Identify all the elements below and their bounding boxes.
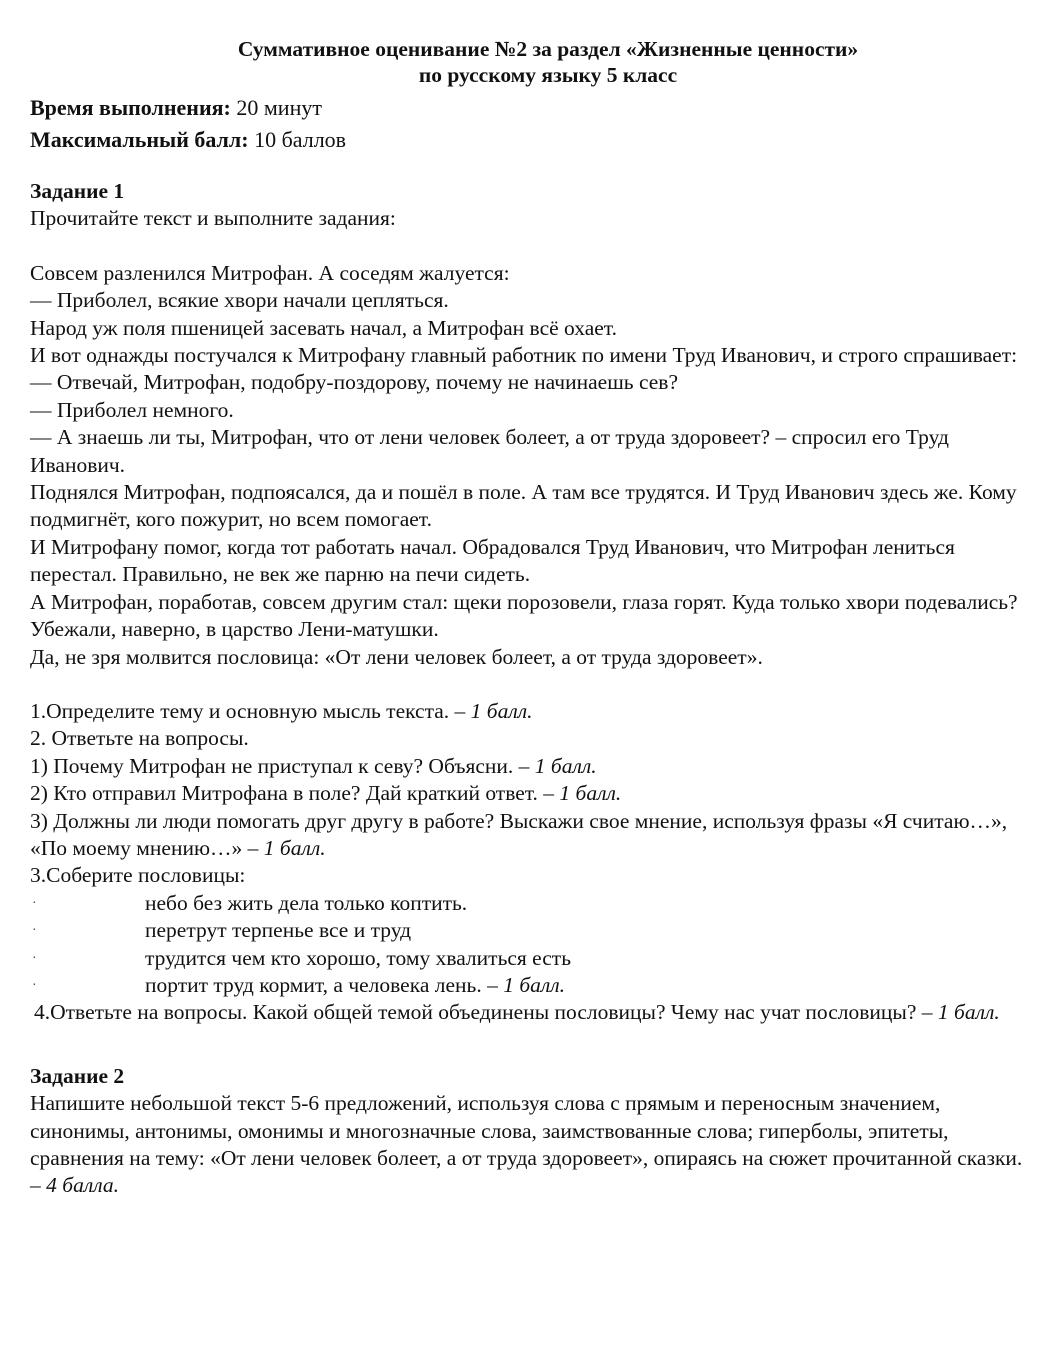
proverb-text: перетрут терпенье все и труд — [145, 918, 412, 943]
question-2-3-text: 3) Должны ли люди помогать друг другу в работе? Выскажи свое мнение, используя фразы «Я считаю…», «По моему мнению…» — [30, 808, 1008, 860]
questions-block — [30, 698, 1026, 1027]
list-item — [30, 945, 1026, 972]
time-row — [30, 92, 1026, 124]
time-label: Время выполнения: — [30, 95, 231, 120]
task2-text — [30, 1090, 1026, 1200]
story-line: Да, не зря молвится пословица: «От лени человек болеет, а от труда здоровеет». — [30, 644, 763, 669]
list-item — [30, 972, 1026, 999]
document-title — [30, 36, 1026, 88]
list-item — [30, 917, 1026, 944]
story-line: Поднялся Митрофан, подпоясался, да и пошёл в поле. А там все трудятся. И Труд Иванович здесь же. Кому подмигнёт, кого пожурит, но всем помогает. — [30, 480, 1017, 532]
question-2-2-score: – 1 балл. — [543, 781, 622, 806]
story-line: Народ уж поля пшеницей засевать начал, а Митрофан всё охает. — [30, 315, 617, 340]
task2-body: Напишите небольшой текст 5-6 предложений, используя слова с прямым и переносным значением, синонимы, антонимы, омонимы и многозначные слова, заимствованные слова; гиперболы, эпитеты, сравнения на тему: «От лени человек болеет, а от труда здоровеет», опираясь на сюжет прочитанной сказки. — [30, 1091, 1023, 1170]
bullet: · — [32, 895, 37, 911]
question-2-1-score: – 1 балл. — [518, 753, 597, 778]
spacer — [30, 671, 1026, 698]
task2-score: – 4 балла. — [30, 1173, 119, 1198]
task1-heading: Задание 1 — [30, 179, 125, 203]
list-item — [30, 890, 1026, 917]
story-line: — Приболел немного. — [30, 397, 234, 422]
question-1 — [30, 698, 1026, 725]
max-score-label: Максимальный балл: — [30, 127, 249, 152]
story-text — [30, 260, 1026, 671]
story-line: И вот однажды постучался к Митрофану главный работник по имени Труд Иванович, и строго спрашивает: — [30, 343, 1018, 368]
bullet: · — [32, 950, 37, 966]
proverb-text: портит труд кормит, а человека лень. — [145, 972, 488, 997]
story-line: И Митрофану помог, когда тот работать начал. Обрадовался Труд Иванович, что Митрофан лениться перестал. Правильно, не век же парню на печи сидеть. — [30, 534, 955, 587]
question-2-1-text: 1) Почему Митрофан не приступал к севу? Объясни. — [30, 753, 519, 778]
task1-instruction: Прочитайте текст и выполните задания: — [30, 206, 396, 231]
assessment-meta — [30, 92, 1026, 156]
question-4-score: – 1 балл. — [921, 1000, 1000, 1025]
title-line-1: Суммативное оценивание №2 за раздел «Жизненные ценности» — [237, 37, 859, 61]
question-3-heading: 3.Соберите пословицы: — [30, 863, 246, 888]
title-line-2: по русскому языку 5 класс — [418, 63, 678, 87]
story-line: Совсем разленился Митрофан. А соседям жалуется: — [30, 260, 510, 285]
proverb-text: трудится чем кто хорошо, тому хвалиться есть — [145, 945, 572, 970]
question-1-text: 1.Определите тему и основную мысль текста. — [30, 698, 455, 723]
question-4 — [30, 999, 1026, 1026]
story-line: — А знаешь ли ты, Митрофан, что от лени человек болеет, а от труда здоровеет? – спросил его Труд Иванович. — [30, 425, 949, 477]
proverbs-list — [30, 890, 1026, 1000]
question-2-2-text: 2) Кто отправил Митрофана в поле? Дай краткий ответ. — [30, 781, 544, 806]
story-line: — Отвечай, Митрофан, подобру-поздорову, почему не начинаешь сев? — [30, 370, 678, 395]
proverbs-score: – 1 балл. — [487, 972, 566, 997]
spacer — [30, 233, 1026, 260]
question-2-2 — [30, 780, 1026, 807]
story-line: А Митрофан, поработав, совсем другим стал: щеки порозовели, глаза горят. Куда только хвори подевались? Убежали, наверно, в царство Лени-матушки. — [30, 589, 1018, 642]
question-1-score: – 1 балл. — [454, 698, 533, 723]
task2-heading: Задание 2 — [30, 1063, 125, 1088]
story-line: — Приболел, всякие хвори начали цепляться. — [30, 288, 449, 313]
question-2-1 — [30, 753, 1026, 780]
proverb-text: небо без жить дела только коптить. — [145, 890, 468, 915]
bullet: · — [32, 923, 37, 939]
question-2-3 — [30, 808, 1026, 863]
question-2-heading: 2. Ответьте на вопросы. — [30, 726, 249, 751]
question-2-3-score: – 1 балл. — [247, 835, 326, 860]
bullet: · — [32, 977, 37, 993]
max-score-value: 10 баллов — [248, 127, 347, 152]
question-4-text: 4.Ответьте на вопросы. Какой общей темой объединены пословицы? Чему нас учат пословицы? — [34, 1000, 922, 1025]
max-score-row — [30, 124, 1026, 156]
time-value: 20 минут — [230, 95, 322, 120]
document-page — [30, 36, 1026, 1200]
